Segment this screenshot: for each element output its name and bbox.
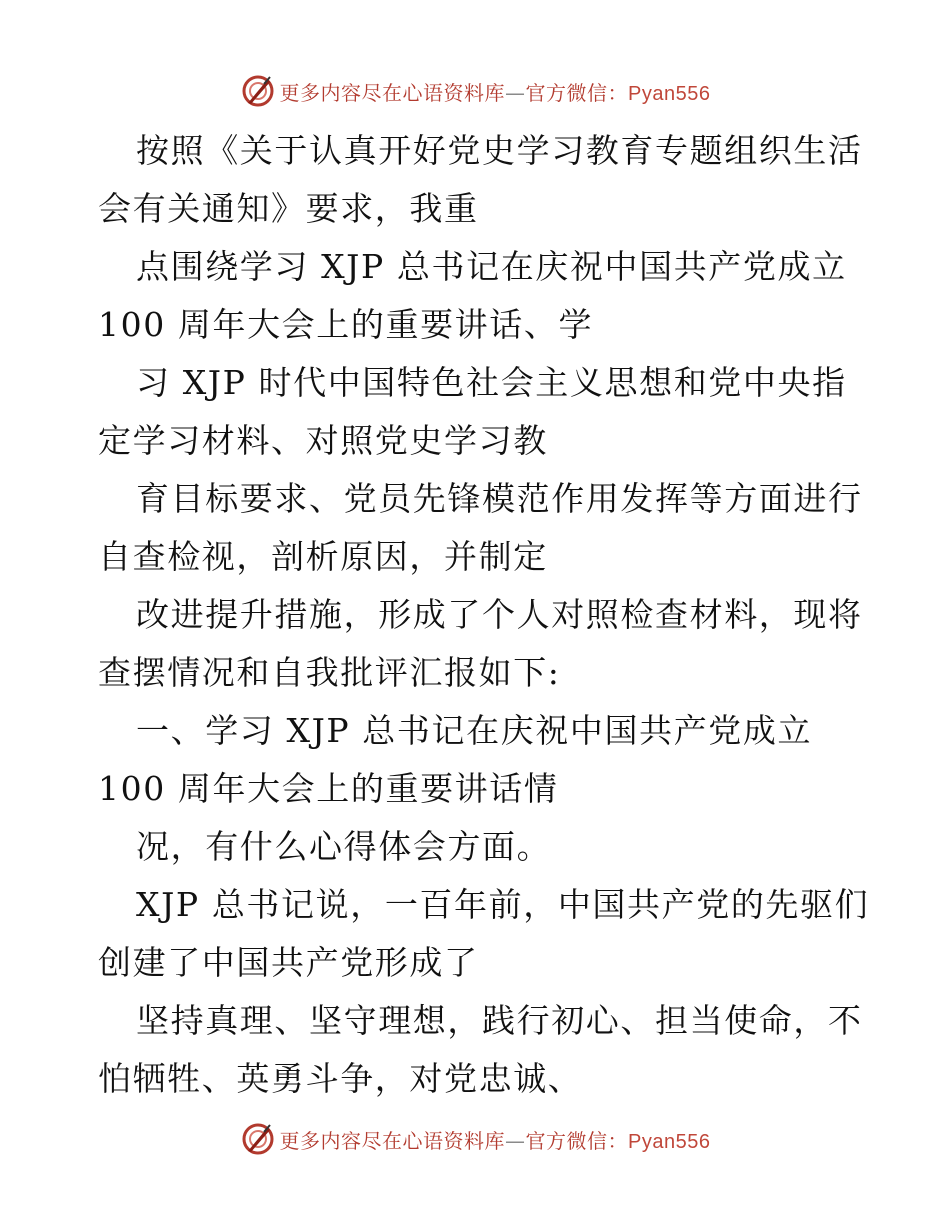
- section-heading-line: 100 周年大会上的重要讲话情: [98, 769, 559, 808]
- paragraph-line: 育目标要求、党员先锋模范作用发挥等方面进行: [136, 479, 863, 518]
- paragraph-line: XJP 总书记说，一百年前，中国共产党的先驱们: [136, 885, 870, 924]
- watermark-text: [280, 77, 711, 106]
- paragraph-line: 创建了中国共产党形成了: [98, 943, 479, 982]
- paragraph-line: 查摆情况和自我批评汇报如下:: [98, 653, 561, 692]
- section-heading-line: 一、学习 XJP 总书记在庆祝中国共产党成立: [136, 711, 813, 750]
- watermark-text: [280, 1125, 711, 1154]
- paragraph-line: 点围绕学习 XJP 总书记在庆祝中国共产党成立: [136, 247, 847, 286]
- feather-pen-logo-icon: [240, 73, 276, 109]
- watermark-dash: —: [505, 80, 526, 105]
- watermark-footer: [0, 1119, 950, 1159]
- watermark-id: Pyan556: [628, 82, 711, 105]
- paragraph-line: 定学习材料、对照党史学习教: [98, 421, 548, 460]
- watermark-header: [0, 71, 950, 111]
- watermark-id: Pyan556: [628, 1130, 711, 1153]
- watermark-suffix: 官方微信：: [525, 1128, 629, 1153]
- watermark-brand: 更多内容尽在心语资料库: [279, 1128, 506, 1153]
- paragraph-line: 100 周年大会上的重要讲话、学: [98, 305, 594, 344]
- feather-pen-logo-icon: [240, 1121, 276, 1157]
- watermark-dash: —: [505, 1128, 526, 1153]
- paragraph-line: 坚持真理、坚守理想，践行初心、担当使命，不: [136, 1001, 863, 1040]
- paragraph-line: 习 XJP 时代中国特色社会主义思想和党中央指: [136, 363, 847, 402]
- paragraph-line: 会有关通知》要求，我重: [98, 189, 479, 228]
- watermark-brand: 更多内容尽在心语资料库: [279, 80, 506, 105]
- paragraph-line: 怕牺牲、英勇斗争，对党忠诚、: [98, 1059, 583, 1098]
- section-heading-line: 况，有什么心得体会方面。: [136, 827, 552, 866]
- paragraph-line: 改进提升措施，形成了个人对照检查材料，现将: [136, 595, 863, 634]
- paragraph-line: 按照《关于认真开好党史学习教育专题组织生活: [136, 131, 863, 170]
- watermark-suffix: 官方微信：: [525, 80, 629, 105]
- paragraph-line: 自查检视，剖析原因，并制定: [98, 537, 548, 576]
